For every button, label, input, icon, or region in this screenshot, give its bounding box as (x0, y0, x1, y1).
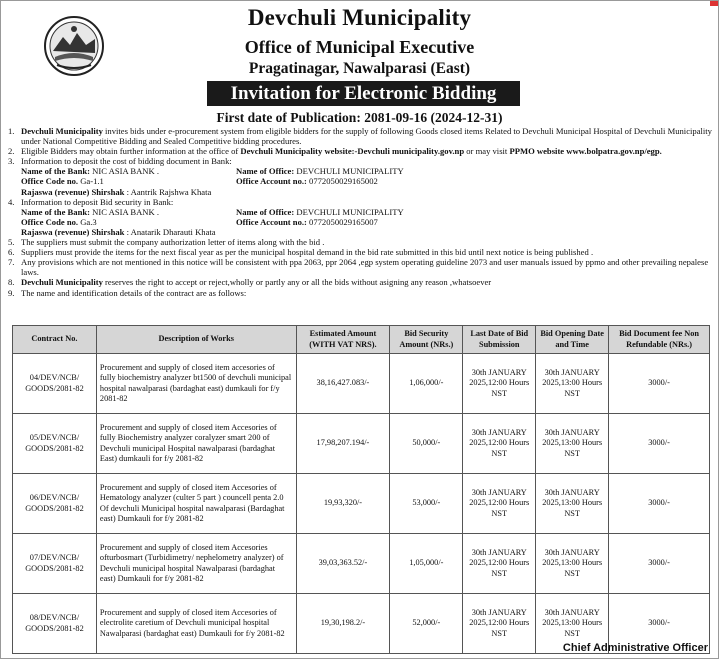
bank2-line2: Office Code no. Ga.3 Office Account no.: 0772050029165007 (21, 216, 378, 227)
description: Procurement and supply of closed item Accesories ofturbosmart (Turbidimetry/ nephelometry analyzer) of Devchuli municipal hospital Nawalparasi (bardaghat east) Dumkauli for f/y 2081-82 (96, 534, 296, 594)
clause-1: 1. Devchuli Municipality invites bids under e-procurement system from eligible bidders for the supply of following Goods closed items Related to Devchuli Municipal Hospital of Devchuli Municipality under National Competitive Bidding and Sealed Competitive bidding procedures. (8, 126, 712, 147)
clause-3: 3. Information to deposit the cost of bidding document in Bank: (8, 156, 232, 167)
office-title: Office of Municipal Executive (244, 37, 475, 57)
contract-no: 06/DEV/NCB/ GOODS/2081-82 (13, 474, 97, 534)
estimated-amount: 19,30,198.2/- (296, 594, 390, 654)
table-row (13, 534, 710, 594)
header-description: Description of Works (96, 326, 296, 354)
estimated-amount: 39,03,363.52/- (296, 534, 390, 594)
doc-fee: 3000/- (609, 534, 710, 594)
notice-banner: Invitation for Electronic Bidding (207, 81, 520, 106)
clause-6: 6. Suppliers must provide the items for the next fiscal year as per the municipal hospital demand in the bid rate submitted in this bid until next notice is being published . (8, 247, 594, 258)
publication-date: First date of Publication: 2081-09-16 (2024-12-31) (216, 110, 503, 125)
doc-fee: 3000/- (609, 474, 710, 534)
description: Procurement and supply of closed item accesories of fully biochemistry analyzer bt1500 of devchuli municipal hospital nawalparasi (bardaghat east) dumkauli for f/y 2081-82 (96, 354, 296, 414)
bank2-line3: Rajaswa (revenue) Shirshak : Anatarik Dharauti Khata (21, 226, 216, 237)
contract-no: 07/DEV/NCB/ GOODS/2081-82 (13, 534, 97, 594)
header-contract-no: Contract No. (13, 326, 97, 354)
estimated-amount: 17,98,207.194/- (296, 414, 390, 474)
header-bid-opening: Bid Opening Date and Time (536, 326, 609, 354)
header-doc-fee: Bid Document fee Non Refundable (NRs.) (609, 326, 710, 354)
bid-security: 53,000/- (390, 474, 463, 534)
estimated-amount: 38,16,427.083/- (296, 354, 390, 414)
last-date: 30th JANUARY 2025,12:00 Hours NST (463, 474, 536, 534)
description: Procurement and supply of closed item Accesories of fully Biochemistry analyzer coralyzer smart 200 of Devchuli municipal Hospital nawalparasi (bardaghat East) dumkauli for f/y 2081-82 (96, 414, 296, 474)
bid-opening: 30th JANUARY 2025,13:00 Hours NST (536, 474, 609, 534)
bid-opening: 30th JANUARY 2025,13:00 Hours NST (536, 534, 609, 594)
header-estimated-amount: Estimated Amount (WITH VAT NRS). (296, 326, 390, 354)
last-date: 30th JANUARY 2025,12:00 Hours NST (463, 414, 536, 474)
bank2-line1: Name of the Bank: NIC ASIA BANK . Name of Office: DEVCHULI MUNICIPALITY (21, 206, 404, 217)
clause-4: 4. Information to deposit Bid security in Bank: (8, 196, 174, 207)
last-date: 30th JANUARY 2025,12:00 Hours NST (463, 534, 536, 594)
header-bid-security: Bid Security Amount (NRs.) (390, 326, 463, 354)
estimated-amount: 19,93,320/- (296, 474, 390, 534)
bid-security: 52,000/- (390, 594, 463, 654)
header-last-date: Last Date of Bid Submission (463, 326, 536, 354)
clause-5: 5. The suppliers must submit the company authorization letter of items along with the bid . (8, 237, 325, 248)
contract-no: 05/DEV/NCB/ GOODS/2081-82 (13, 414, 97, 474)
clause-8: 8. Devchuli Municipality reserves the right to accept or reject,wholly or partly any or all the bids without asigning any reason ,whatsoever (8, 277, 492, 288)
description: Procurement and supply of closed item Accesories of electrolite caretium of Devchuli municipal hospital Nawalparasi (bardaghat east) Dumkauli for f/y 2081-82 (96, 594, 296, 654)
clause-7: 7. Any provisions which are not mentioned in this notice will be consistent with ppa 2063, ppr 2064 ,egp system operating guideline 2073 and user manuals issued by ppmo and other prevailing nepalese laws. (8, 257, 709, 278)
bank1-line1: Name of the Bank: NIC ASIA BANK . Name of Office: DEVCHULI MUNICIPALITY (21, 166, 404, 177)
doc-fee: 3000/- (609, 414, 710, 474)
signatory: Chief Administrative Officer (562, 642, 708, 654)
contract-no: 04/DEV/NCB/ GOODS/2081-82 (13, 354, 97, 414)
notice-body (8, 126, 713, 298)
clause-9: 9. The name and identification details of the contract are as follows: (8, 287, 247, 298)
description: Procurement and supply of closed item Accesories of Hematology analyzer (culter 5 part ) councell penta 2.0 Of devchuli Municipal hospital nawalparasi (Bardaghat east) Dumkauli for f/y 2081-82 (96, 474, 296, 534)
last-date: 30th JANUARY 2025,12:00 Hours NST (463, 354, 536, 414)
bank1-line3: Rajaswa (revenue) Shirshak : Aantrik Rajshwa Khata (21, 186, 212, 197)
doc-fee: 3000/- (609, 354, 710, 414)
table-row (13, 354, 710, 414)
page-title: Devchuli Municipality (247, 5, 472, 30)
contracts-table (12, 325, 710, 654)
last-date: 30th JANUARY 2025,12:00 Hours NST (463, 594, 536, 654)
office-address: Pragatinagar, Nawalparasi (East) (248, 60, 471, 77)
table-header-row (13, 326, 710, 354)
bid-opening: 30th JANUARY 2025,13:00 Hours NST (536, 594, 609, 654)
table-row (13, 474, 710, 534)
bid-security: 1,06,000/- (390, 354, 463, 414)
clause-2: 2. Eligible Bidders may obtain further information at the office of Devchuli Municipality website:-Devchuli municipality.gov.np or may visit PPMO website www.bolpatra.gov.np/egp. (8, 146, 662, 157)
bid-opening: 30th JANUARY 2025,13:00 Hours NST (536, 414, 609, 474)
doc-fee: 3000/- (609, 594, 710, 654)
bank1-line2: Office Code no. Ga-1.1 Office Account no.: 0772050029165002 (21, 176, 378, 187)
bid-opening: 30th JANUARY 2025,13:00 Hours NST (536, 354, 609, 414)
bid-security: 50,000/- (390, 414, 463, 474)
table-row (13, 414, 710, 474)
bid-security: 1,05,000/- (390, 534, 463, 594)
contract-no: 08/DEV/NCB/ GOODS/2081-82 (13, 594, 97, 654)
